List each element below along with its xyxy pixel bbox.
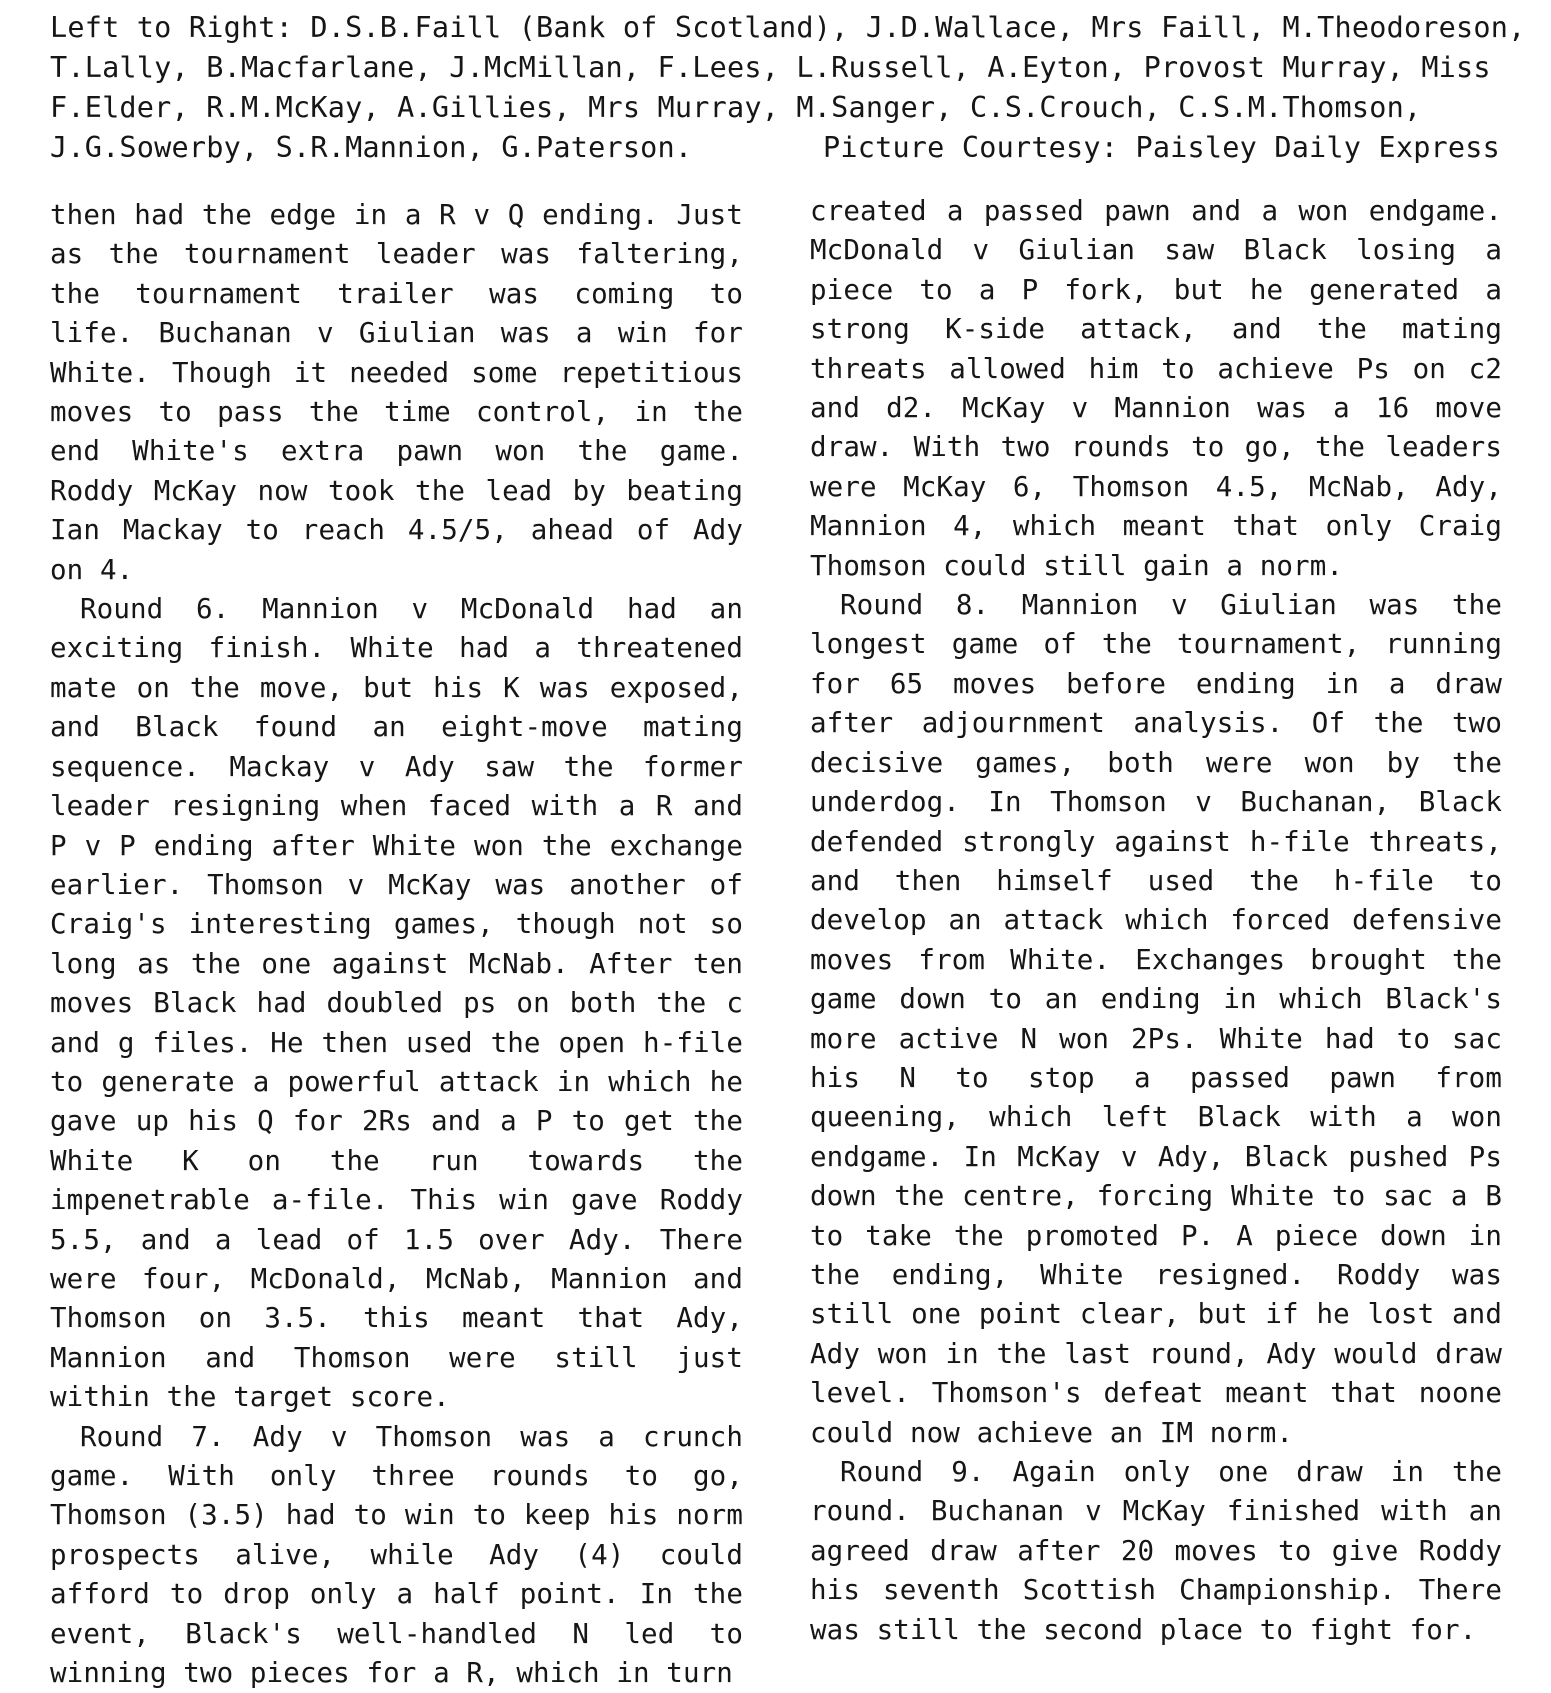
right-column [810, 192, 1502, 1650]
paragraph-round7: Round 7. Ady v Thomson was a crunch game. With only three rounds to go, Thomson (3.5) had to win to keep his norm prospects alive, while Ady (4) could afford to drop only a half point. In the event, Black's well-handled N led to winning two pieces for a R, which in turn [50, 1420, 743, 1690]
caption-line: J.G.Sowerby, S.R.Mannion, G.Paterson. [50, 131, 693, 164]
caption-line: T.Lally, B.Macfarlane, J.McMillan, F.Lees, L.Russell, A.Eyton, Provost Murray, Miss [50, 51, 1491, 84]
caption-last-row [50, 128, 1500, 168]
picture-credit: Picture Courtesy: Paisley Daily Express [823, 131, 1500, 164]
paragraph-round8: Round 8. Mannion v Giulian was the longest game of the tournament, running for 65 moves before ending in a draw after adjournment analysis. Of the two decisive games, both were won by the underdog. In Thomson v Buchanan, Black defended strongly against h-file threats, and then himself used the h-file to develop an attack which forced defensive moves from White. Exchanges brought the game down to an ending in which Black's more active N won 2Ps. White had to sac his N to stop a passed pawn from queening, which left Black with a won endgame. In McKay v Ady, Black pushed Ps down the centre, forcing White to sac a B to take the promoted P. A piece down in the ending, White resigned. Roddy was still one point clear, but if he lost and Ady won in the last round, Ady would draw level. Thomson's defeat meant that noone could now achieve an IM norm. [810, 589, 1502, 1449]
photo-caption [50, 8, 1526, 168]
caption-line: F.Elder, R.M.McKay, A.Gillies, Mrs Murray, M.Sanger, C.S.Crouch, C.S.M.Thomson, [50, 91, 1422, 124]
paragraph-round6: Round 6. Mannion v McDonald had an exciting finish. White had a threatened mate on the move, but his K was exposed, and Black found an eight-move mating sequence. Mackay v Ady saw the former leader resigning when faced with a R and P v P ending after White won the exchange earlier. Thomson v McKay was another of Craig's interesting games, though not so long as the one against McNab. After ten moves Black had doubled ps on both the c and g files. He then used the open h-file to generate a powerful attack in which he gave up his Q for 2Rs and a P to get the White K on the run towards the impenetrable a-file. This win gave Roddy 5.5, and a lead of 1.5 over Ady. There were four, McDonald, McNab, Mannion and Thomson on 3.5. this meant that Ady, Mannion and Thomson were still just within the target score. [50, 593, 743, 1414]
paragraph-round7-continued: created a passed pawn and a won endgame. McDonald v Giulian saw Black losing a piece to a P fork, but he generated a strong K-side attack, and the mating threats allowed him to achieve Ps on c2 and d2. McKay v Mannion was a 16 move draw. With two rounds to go, the leaders were McKay 6, Thomson 4.5, McNab, Ady, Mannion 4, which meant that only Craig Thomson could still gain a norm. [810, 195, 1502, 582]
paragraph-round9: Round 9. Again only one draw in the round. Buchanan v McKay finished with an agreed draw after 20 moves to give Roddy his seventh Scottish Championship. There was still the second place to fight for. [810, 1456, 1502, 1646]
paragraph-round5-continued: then had the edge in a R v Q ending. Just as the tournament leader was faltering, the tournament trailer was coming to life. Buchanan v Giulian was a win for White. Though it needed some repetitious moves to pass the time control, in the end White's extra pawn won the game. Roddy McKay now took the lead by beating Ian Mackay to reach 4.5/5, ahead of Ady on 4. [50, 199, 743, 586]
caption-line: Left to Right: D.S.B.Faill (Bank of Scotland), J.D.Wallace, Mrs Faill, M.Theodoreson, [50, 11, 1526, 44]
left-column [50, 196, 743, 1693]
